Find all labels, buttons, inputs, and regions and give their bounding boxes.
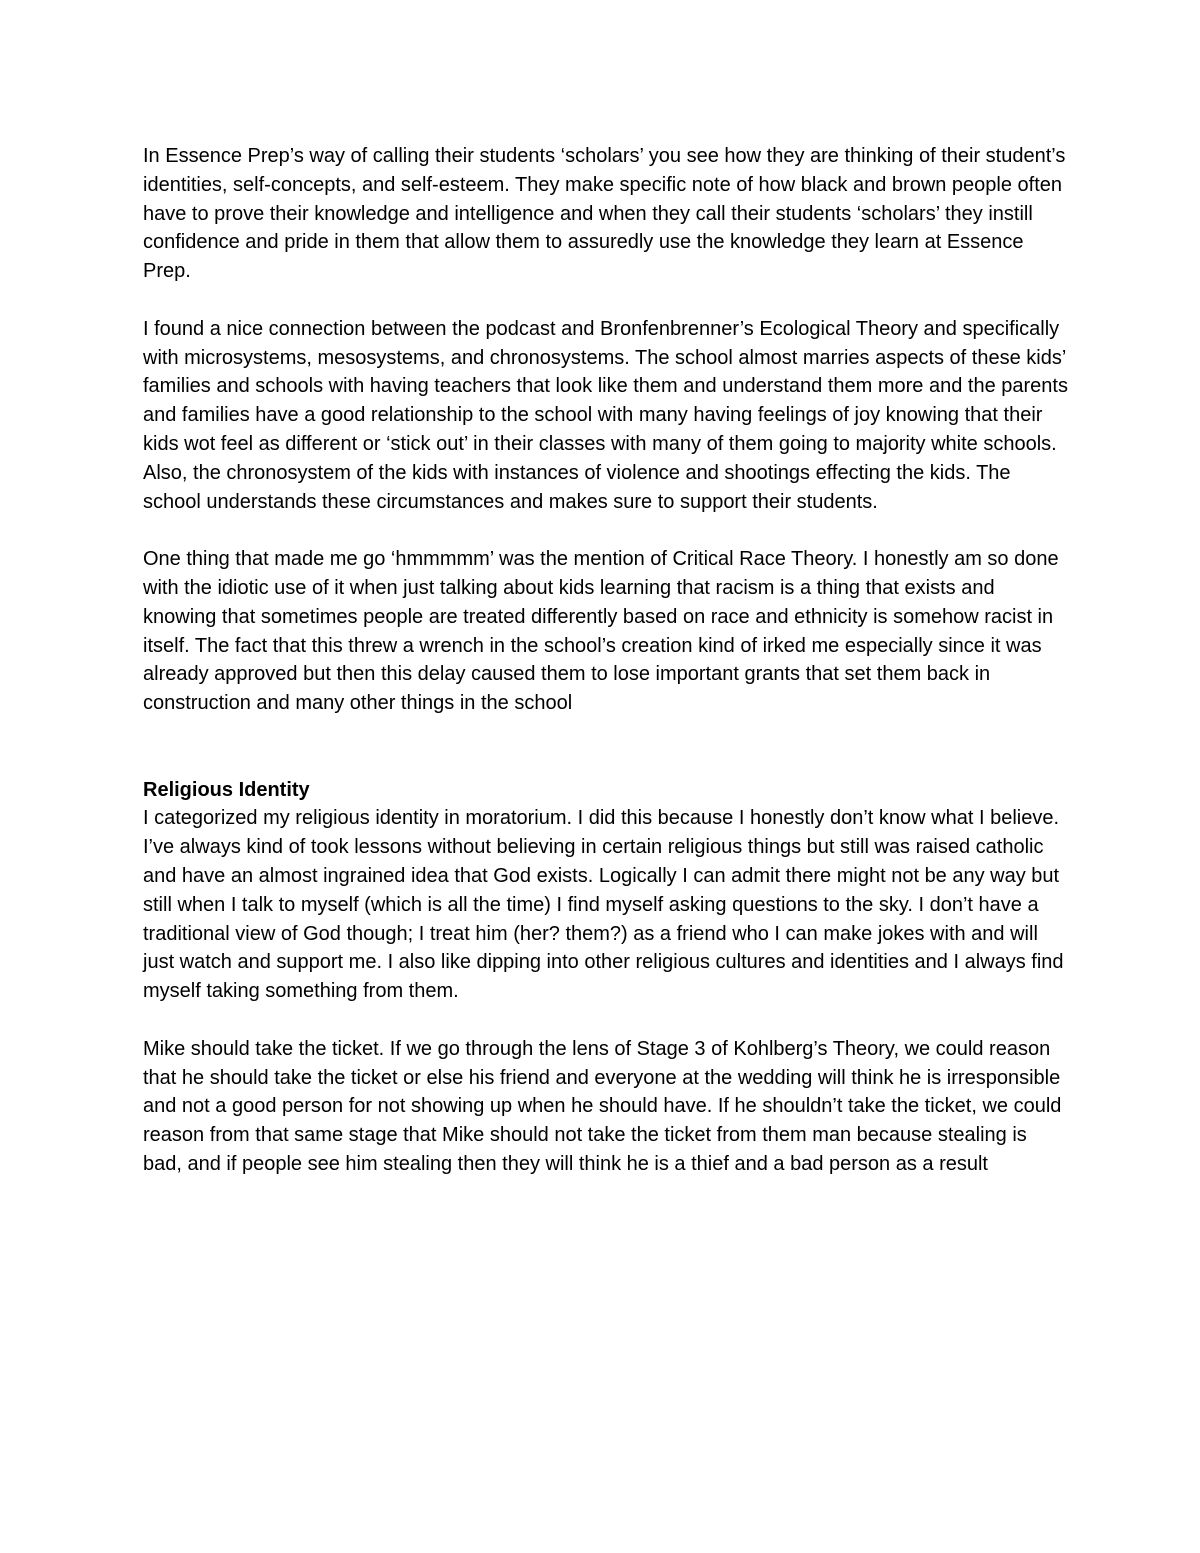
document-body [143,142,1068,1207]
paragraph-kohlberg-theory: Mike should take the ticket. If we go through the lens of Stage 3 of Kohlberg’s Theory, we could reason that he should take the ticket or else his friend and everyone at the wedding will think he is irresponsible and not a good person for not showing up when he should have. If he shouldn’t take the ticket, we could reason from that same stage that Mike should not take the ticket from them man because stealing is bad, and if people see him stealing then they will think he is a thief and a bad person as a result [143,1037,1062,1175]
paragraph-bronfenbrenner-theory: I found a nice connection between the podcast and Bronfenbrenner’s Ecological Theory and specifically with microsystems, mesosystems, and chronosystems. The school almost marries aspects of these kids’ families and schools with having teachers that look like them and understand them more and the parents and families have a good relationship to the school with many having feelings of joy knowing that their kids wot feel as different or ‘stick out’ in their classes with many of them going to majority white schools. Also, the chronosystem of the kids with instances of violence and shootings effecting the kids. The school understands these circumstances and makes sure to support their students. [143,317,1068,513]
heading-religious-identity: Religious Identity [143,778,310,801]
paragraph-essence-prep-scholars: In Essence Prep’s way of calling their students ‘scholars’ you see how they are thinking of their student’s identities, self-concepts, and self-esteem. They make specific note of how black and brown people often have to prove their knowledge and intelligence and when they call their students ‘scholars’ they instill confidence and pride in them that allow them to assuredly use the knowledge they learn at Essence Prep. [143,145,1066,283]
paragraph-religious-identity: I categorized my religious identity in moratorium. I did this because I honestly don’t know what I believe. I’ve always kind of took lessons without believing in certain religious things but still was raised catholic and have an almost ingrained idea that God exists. Logically I can admit there might not be any way but still when I talk to myself (which is all the time) I find myself asking questions to the sky. I don’t have a traditional view of God though; I treat him (her? them?) as a friend who I can make jokes with and will just watch and support me. I also like dipping into other religious cultures and identities and I always find myself taking something from them. [143,807,1064,1003]
paragraph-critical-race-theory: One thing that made me go ‘hmmmmm’ was the mention of Critical Race Theory. I honestly am so done with the idiotic use of it when just talking about kids learning that racism is a thing that exists and knowing that sometimes people are treated differently based on race and ethnicity is somehow racist in itself. The fact that this threw a wrench in the school’s creation kind of irked me especially since it was already approved but then this delay caused them to lose important grants that set them back in construction and many other things in the school [143,548,1059,715]
